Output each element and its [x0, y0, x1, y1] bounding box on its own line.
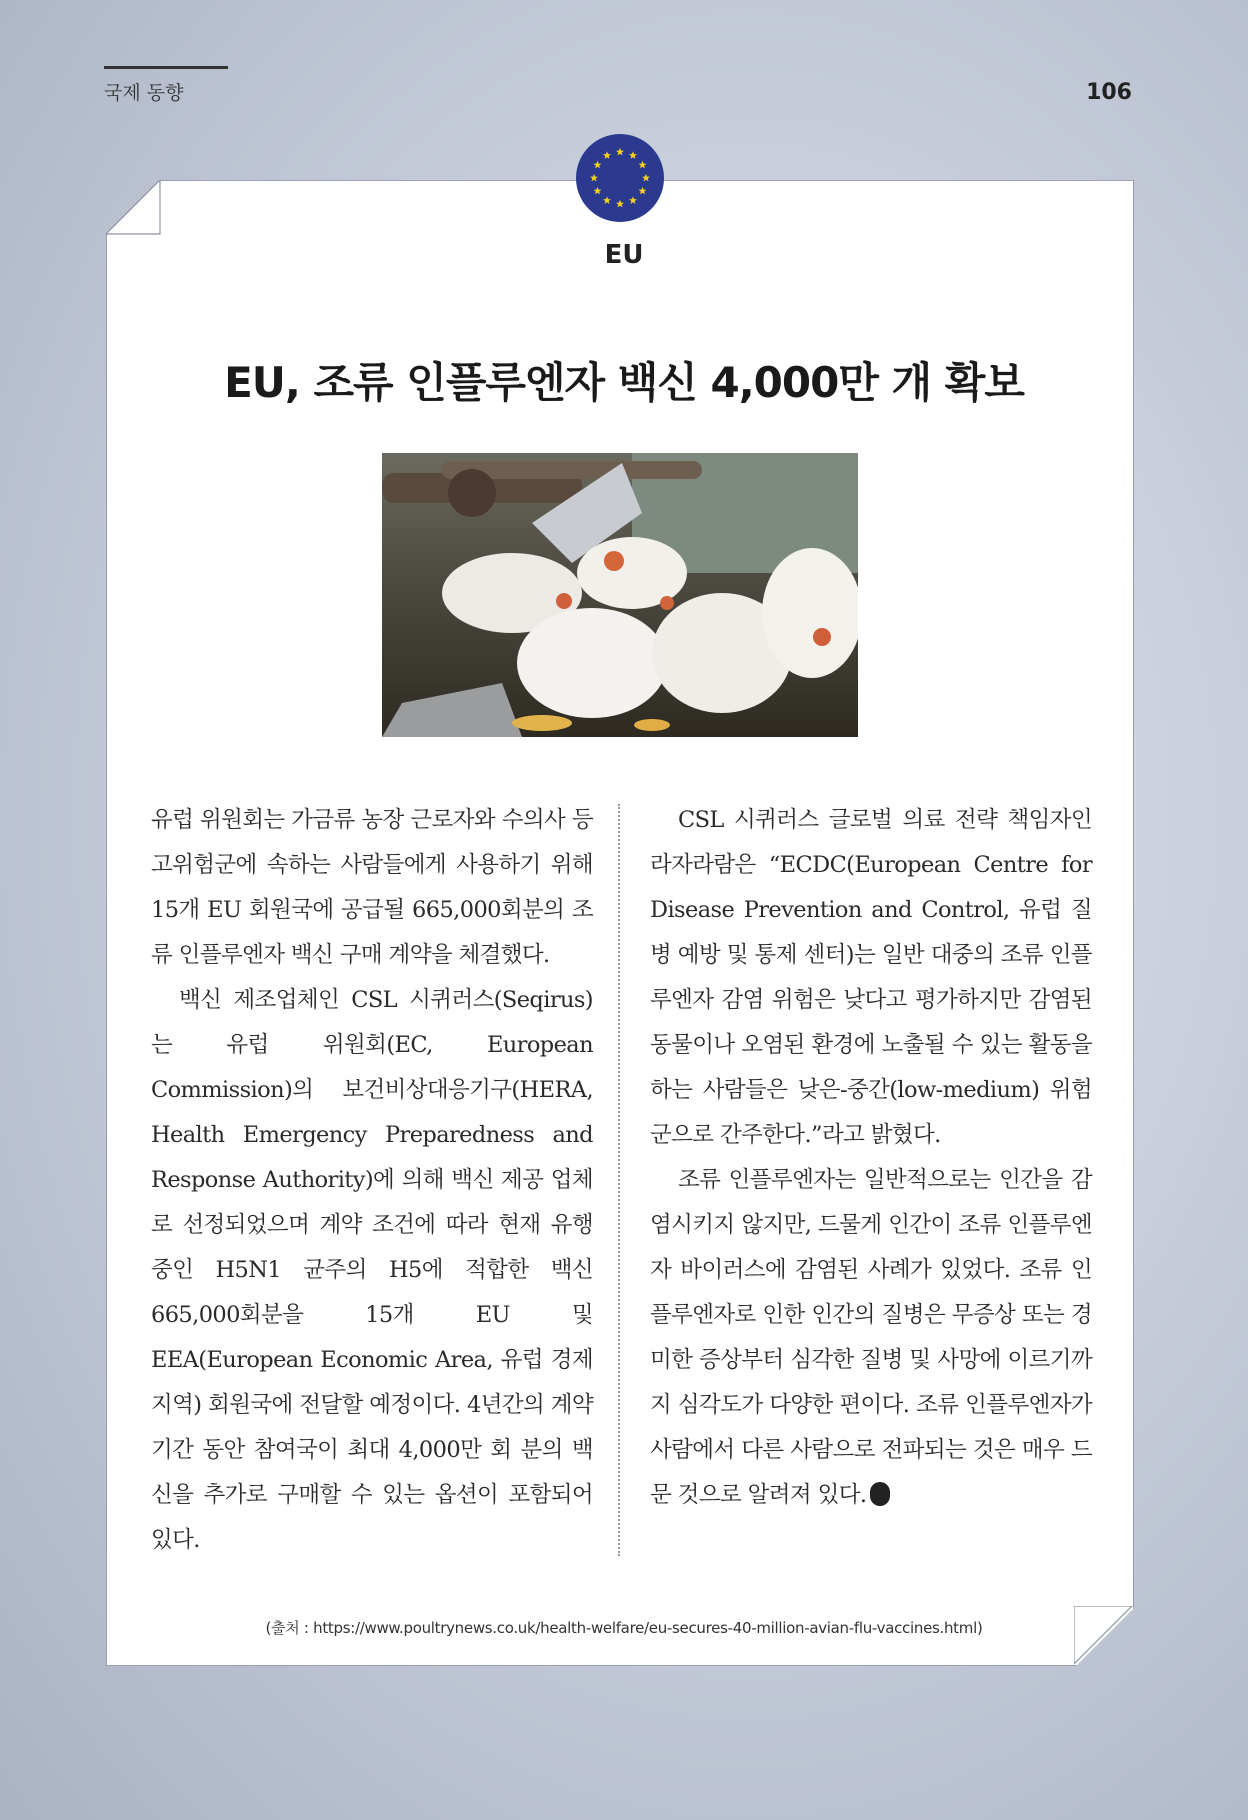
article-paragraph: CSL 시퀴러스 글로벌 의료 전략 책임자인 라자라람은 “ECDC(European Centre for Disease Prevention and Control, 유럽 질병 예방 및 통제 센터)는 일반 대중의 조류 인플루엔자 감염 위험은 낮다고 평가하지만 감염된 동물이나 오염된 환경에 노출될 수 있는 활동을 하는 사람들은 낮은-중간(low-medium) 위험군으로 간주한다.”라고 밝혔다. — [650, 807, 1092, 1148]
section-label: 국제 동향 — [104, 82, 184, 104]
page-number: 106 — [1086, 80, 1132, 105]
column-divider — [618, 804, 620, 1556]
article-paragraph — [650, 1158, 1092, 1518]
eu-flag-icon — [576, 134, 664, 222]
article-title: EU, 조류 인플루엔자 백신 4,000만 개 확보 — [224, 358, 1024, 407]
source-citation: (출처 : https://www.poultrynews.co.uk/health-welfare/eu-secures-40-million-avian-flu-vaccines.html) — [265, 1619, 983, 1637]
article-left-column — [151, 798, 593, 1563]
article-end-icon — [870, 1482, 890, 1506]
header-rule — [104, 66, 228, 69]
region-name: EU — [604, 240, 644, 270]
article-paragraph: 유럽 위원회는 가금류 농장 근로자와 수의사 등 고위험군에 속하는 사람들에게 사용하기 위해 15개 EU 회원국에 공급될 665,000회분의 조류 인플루엔자 백신 구매 계약을 체결했다. — [151, 807, 593, 968]
article-right-column — [650, 798, 1092, 1518]
article-paragraph-text: 조류 인플루엔자는 일반적으로는 인간을 감염시키지 않지만, 드물게 인간이 조류 인플루엔자 바이러스에 감염된 사례가 있었다. 조류 인플루엔자로 인한 인간의 질병은 무증상 또는 경미한 증상부터 심각한 질병 및 사망에 이르기까지 심각도가 다양한 편이다. 조류 인플루엔자가 사람에서 다른 사람으로 전파되는 것은 매우 드문 것으로 알려져 있다. — [650, 1167, 1092, 1508]
article-paragraph: 백신 제조업체인 CSL 시퀴러스(Seqirus)는 유럽 위원회(EC, European Commission)의 보건비상대응기구(HERA, Health Emergency Preparedness and Response Authority)에 의해 백신 제공 업체로 선정되었으며 계약 조건에 따라 현재 유행 중인 H5N1 균주의 H5에 적합한 백신 665,000회분을 15개 EU 및 EEA(European Economic Area, 유럽 경제 지역) 회원국에 전달할 예정이다. 4년간의 계약 기간 동안 참여국이 최대 4,000만 회 분의 백신을 추가로 구매할 수 있는 옵션이 포함되어 있다. — [151, 987, 593, 1553]
sick-chickens-photo — [382, 453, 858, 737]
page-fold-top-left — [106, 180, 162, 236]
